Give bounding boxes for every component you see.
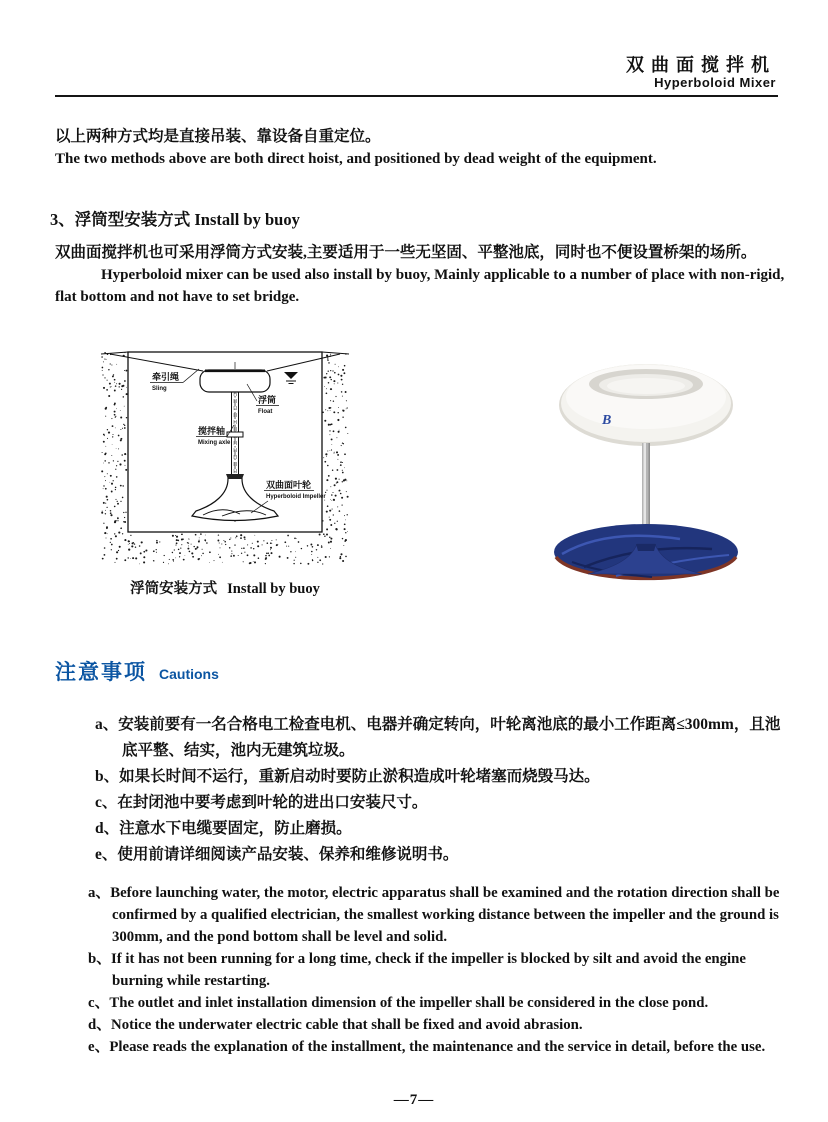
caution-text: 如果长时间不运行，重新启动时要防止淤积造成叶轮堵塞而烧毁马达。 [119, 768, 600, 786]
caution-label: c、 [88, 995, 110, 1012]
caution-zh-c [95, 790, 786, 816]
diagram-caption-en: Install by buoy [227, 581, 320, 598]
header-title-en: Hyperboloid Mixer [654, 74, 776, 90]
cautions-list-zh [95, 712, 786, 868]
caution-zh-d [95, 816, 786, 842]
photo-impeller [554, 524, 738, 580]
svg-text:Hyperboloid Impeller: Hyperboloid Impeller [266, 494, 326, 501]
svg-text:Float: Float [258, 409, 273, 416]
caution-zh-a [95, 712, 786, 764]
caution-label: d、 [95, 820, 120, 838]
section-body [55, 241, 785, 308]
caution-text: The outlet and inlet installation dimension of the impeller shall be considered in the close pond. [109, 995, 709, 1012]
caution-text: Before launching water, the motor, electric apparatus shall be examined and the rotation direction shall be confirmed by a qualified electrician, the smallest working distance between the impeller and the ground is 300mm, and the pond bottom shall be level and solid. [110, 885, 780, 946]
header-rule [55, 95, 778, 97]
caution-en-d [88, 1014, 788, 1036]
caution-en-e [88, 1036, 788, 1058]
caution-text: Notice the underwater electric cable that shall be fixed and avoid abrasion. [111, 1017, 583, 1034]
svg-text:Mixing axle: Mixing axle [198, 440, 231, 447]
wall-stipple-bottom [128, 533, 324, 564]
install-diagram-figure [100, 344, 350, 598]
header-title-zh: 双曲面搅拌机 [626, 55, 776, 75]
caution-en-a [88, 882, 788, 948]
wall-stipple-left [101, 352, 127, 563]
svg-text:Sling: Sling [152, 386, 167, 393]
buoy-install-diagram [100, 344, 350, 570]
caution-text: Please reads the explanation of the installment, the maintenance and the service in detail, before the use. [109, 1039, 766, 1056]
cautions-heading [55, 656, 783, 686]
wall-stipple-right [322, 353, 348, 562]
intro-paragraph [55, 126, 783, 170]
cautions-list-en [88, 882, 788, 1058]
caution-label: b、 [95, 768, 120, 786]
caution-zh-b [95, 764, 786, 790]
caution-label: a、 [95, 716, 119, 734]
figures-row [100, 344, 760, 598]
caution-label: a、 [88, 885, 111, 902]
cautions-heading-zh: 注意事项 [55, 661, 147, 685]
caution-text: 使用前请详细阅读产品安装、保养和维修说明书。 [117, 846, 459, 864]
caution-text: 在封闭池中要考虑到叶轮的进出口安装尺寸。 [117, 794, 428, 812]
caution-zh-e [95, 842, 786, 868]
caution-label: c、 [95, 794, 118, 812]
caution-label: e、 [95, 846, 118, 864]
photo-float [559, 364, 733, 446]
caution-en-b [88, 948, 788, 992]
svg-text:浮筒: 浮筒 [258, 395, 277, 406]
caution-label: e、 [88, 1039, 110, 1056]
caution-text: If it has not been running for a long time, check if the impeller is blocked by silt and avoid the engine burning while restarting. [111, 951, 746, 990]
float-shape [200, 370, 270, 392]
intro-zh: 以上两种方式均是直接吊装、靠设备自重定位。 [55, 128, 381, 146]
caution-text: 安装前要有一名合格电工检查电机、电器并确定转向，叶轮离池底的最小工作距离≤300mm，且池底平整、结实，池内无建筑垃圾。 [118, 716, 781, 760]
caution-label: b、 [88, 951, 112, 968]
section-heading: 3、浮筒型安装方式 Install by buoy [50, 210, 300, 230]
caution-label: d、 [88, 1017, 112, 1034]
page-header [0, 0, 828, 90]
photo-logo: B [602, 413, 612, 429]
svg-text:牵引绳: 牵引绳 [152, 372, 180, 383]
cautions-heading-en: Cautions [159, 666, 219, 683]
section-body-zh: 双曲面搅拌机也可采用浮筒方式安装,主要适用于一些无坚固、平整池底，同时也不便设置桥架的场所。 [55, 244, 757, 262]
product-photo [532, 348, 760, 582]
diagram-caption-zh: 浮筒安装方式 [130, 581, 218, 598]
page-number: —7— [393, 1092, 435, 1109]
section-body-en: Hyperboloid mixer can be used also install by buoy, Mainly applicable to a number of place with non-rigid, flat bottom and not have to set bridge. [55, 267, 785, 306]
diagram-caption [100, 577, 350, 598]
intro-en: The two methods above are both direct hoist, and positioned by dead weight of the equipment. [55, 151, 657, 168]
svg-text:搅拌轴: 搅拌轴 [198, 426, 226, 437]
caution-text: 注意水下电缆要固定，防止磨损。 [119, 820, 352, 838]
caution-en-c [88, 992, 788, 1014]
svg-text:双曲面叶轮: 双曲面叶轮 [266, 480, 312, 491]
